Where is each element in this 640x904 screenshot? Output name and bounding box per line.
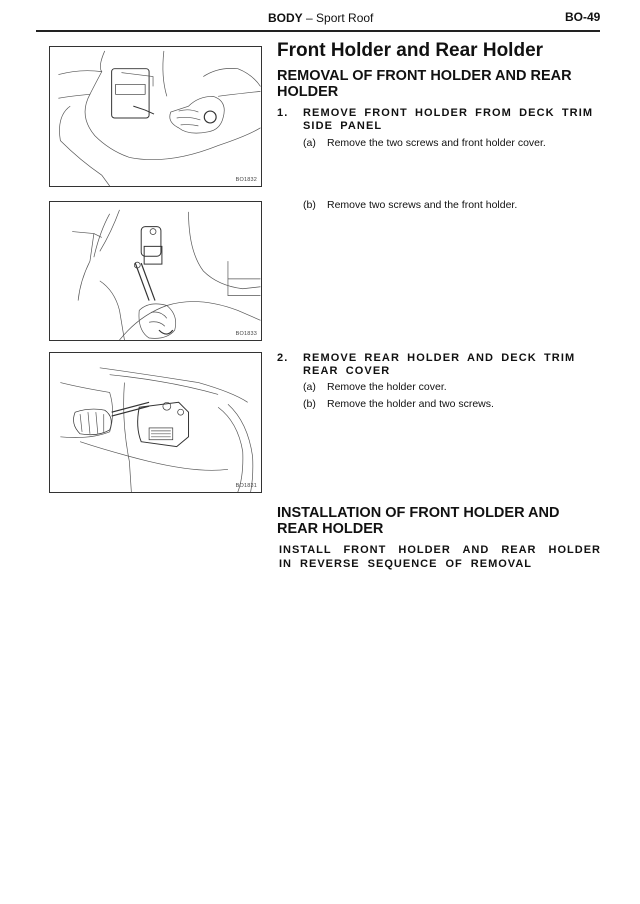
installation-heading: INSTALLATION OF FRONT HOLDER AND REAR HOLDER [277, 505, 560, 537]
substep-text: Remove the holder cover. [327, 381, 447, 393]
substep-label: (b) [303, 199, 316, 211]
figure-code: BO1833 [235, 331, 257, 337]
figure-code: BO1831 [235, 483, 257, 489]
figure-front-holder [49, 201, 262, 341]
removal-heading: REMOVAL OF FRONT HOLDER AND REAR HOLDER [277, 68, 572, 100]
step-1 [277, 107, 607, 135]
header-separator: – [302, 11, 317, 25]
header-section: BODY [268, 11, 303, 25]
page-number: BO-49 [565, 10, 601, 24]
figure-code: BO1832 [235, 177, 257, 183]
step-2 [277, 352, 607, 380]
page-header-title [268, 11, 373, 25]
substep-1a [303, 137, 603, 151]
substep-2b [303, 398, 603, 412]
illustration-rear-holder-icon [50, 353, 261, 492]
step-text: REMOVE REAR HOLDER AND DECK TRIM REAR COVER [303, 352, 576, 377]
figure-rear-holder [49, 352, 262, 493]
header-subsection: Sport Roof [316, 11, 374, 25]
illustration-front-holder-cover-icon [50, 47, 261, 186]
substep-text: Remove the two screws and front holder cover. [327, 137, 546, 149]
illustration-front-holder-icon [50, 202, 261, 340]
substep-label: (a) [303, 137, 316, 149]
figure-front-holder-cover [49, 46, 262, 187]
substep-1b [303, 199, 603, 213]
substep-label: (a) [303, 381, 316, 393]
installation-text: INSTALL FRONT HOLDER AND REAR HOLDER IN REVERSE SEQUENCE OF REMOVAL [279, 544, 601, 570]
header-rule [36, 30, 600, 32]
step-number: 1. [277, 107, 289, 119]
substep-label: (b) [303, 398, 316, 410]
step-text: REMOVE FRONT HOLDER FROM DECK TRIM SIDE PANEL [303, 107, 594, 132]
page-title: Front Holder and Rear Holder [277, 40, 544, 61]
substep-2a [303, 381, 603, 395]
step-number: 2. [277, 352, 289, 364]
substep-text: Remove two screws and the front holder. [327, 199, 518, 211]
substep-text: Remove the holder and two screws. [327, 398, 494, 410]
